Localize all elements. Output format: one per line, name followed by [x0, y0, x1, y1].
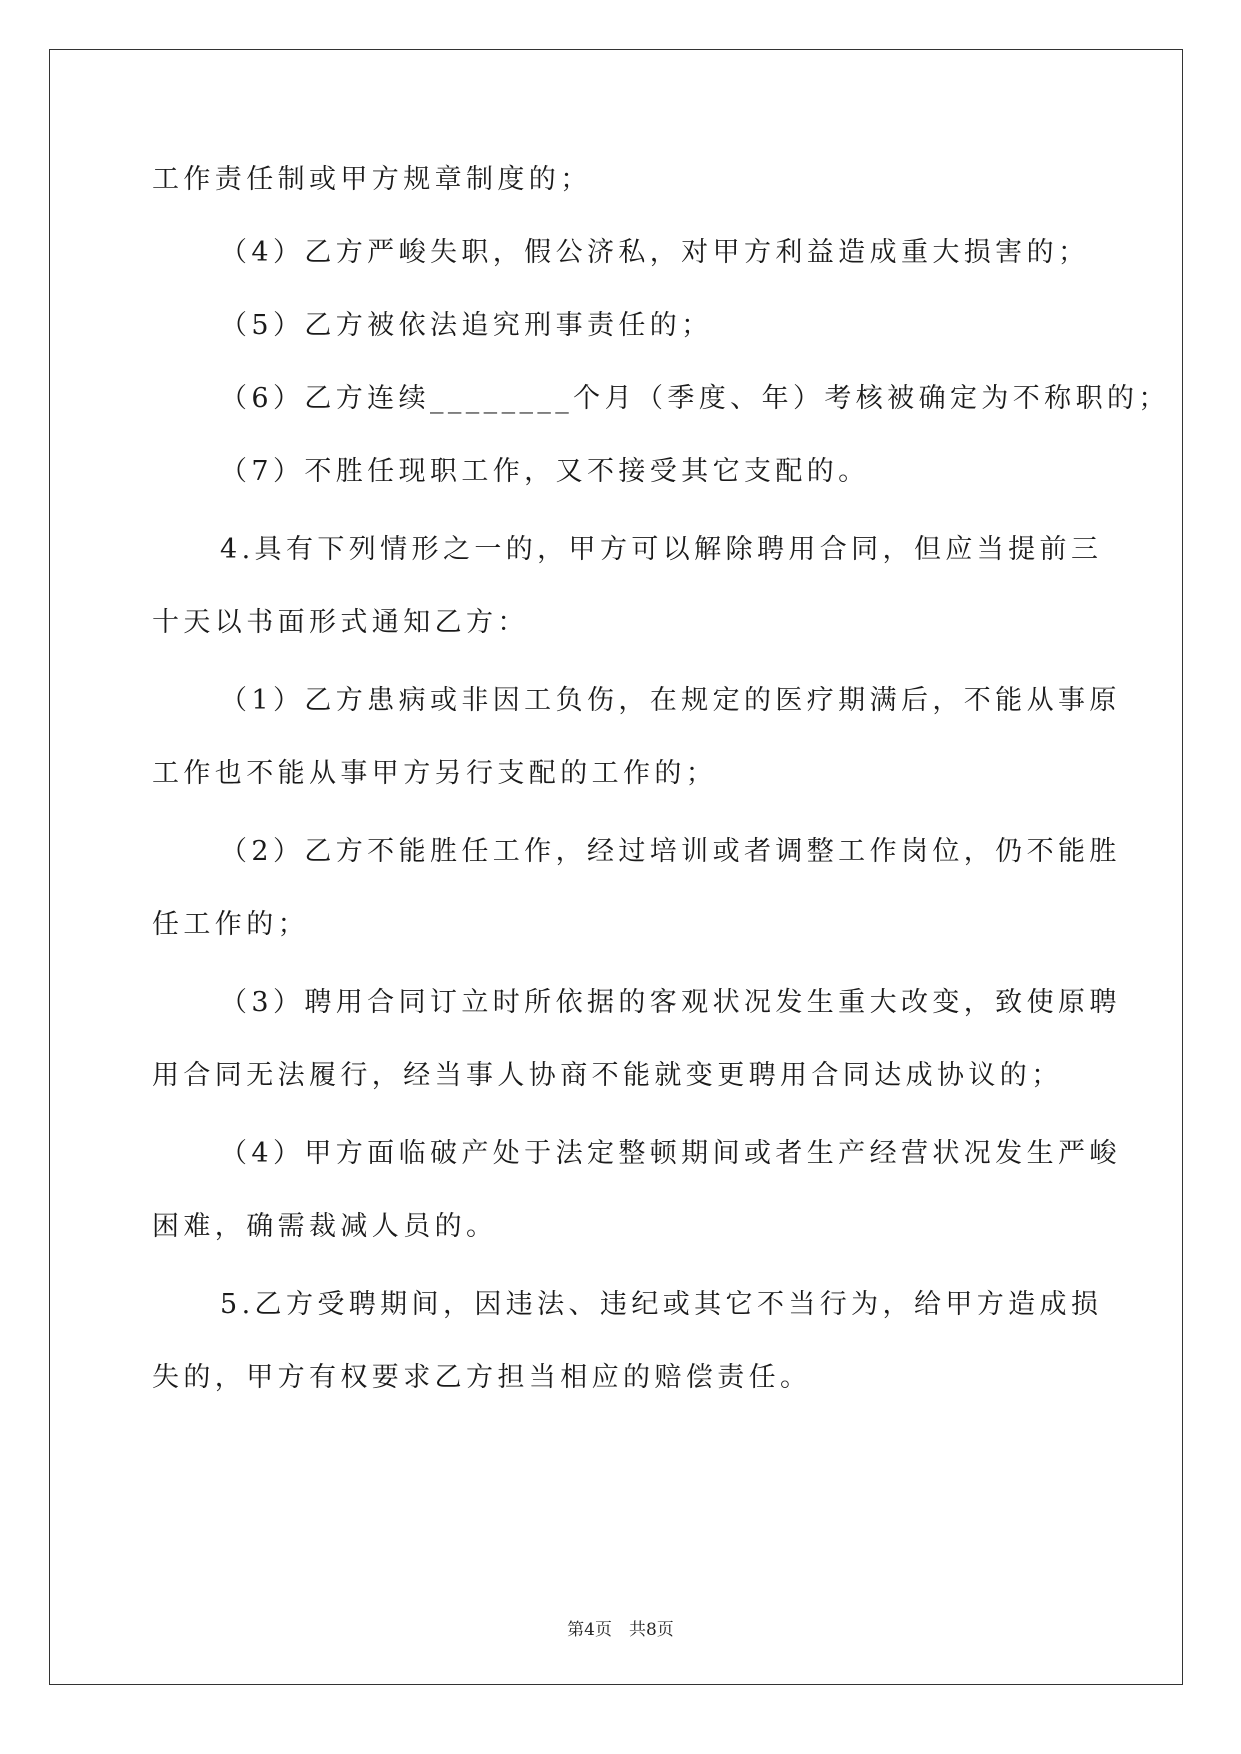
text-line: 工作也不能从事甲方另行支配的工作的； — [152, 758, 718, 789]
text-line: 用合同无法履行，经当事人协商不能就变更聘用合同达成协议的； — [152, 1060, 1063, 1091]
text-line: 困难，确需裁减人员的。 — [152, 1211, 498, 1242]
text-line: （6）乙方连续________个月（季度、年）考核被确定为不称职的； — [220, 383, 1170, 414]
text-line: 4.具有下列情形之一的，甲方可以解除聘用合同，但应当提前三 — [220, 534, 1103, 565]
text-line: （5）乙方被依法追究刑事责任的； — [220, 310, 713, 341]
text-line: （7）不胜任现职工作，又不接受其它支配的。 — [220, 456, 870, 487]
text-line: （4）乙方严峻失职，假公济私，对甲方利益造成重大损害的； — [220, 237, 1090, 268]
text-line: 工作责任制或甲方规章制度的； — [152, 164, 592, 195]
text-line: （1）乙方患病或非因工负伤，在规定的医疗期满后，不能从事原 — [220, 685, 1121, 716]
text-line: 十天以书面形式通知乙方： — [152, 607, 529, 638]
text-line: （3）聘用合同订立时所依据的客观状况发生重大改变，致使原聘 — [220, 987, 1121, 1018]
text-line: 任工作的； — [152, 909, 309, 940]
text-line: 5.乙方受聘期间，因违法、违纪或其它不当行为，给甲方造成损 — [220, 1289, 1103, 1320]
text-line: 失的，甲方有权要求乙方担当相应的赔偿责任。 — [152, 1362, 812, 1393]
text-line: （4）甲方面临破产处于法定整顿期间或者生产经营状况发生严峻 — [220, 1138, 1121, 1169]
text-line: （2）乙方不能胜任工作，经过培训或者调整工作岗位，仍不能胜 — [220, 836, 1121, 867]
page-number-footer: 第4页 共8页 — [567, 1620, 674, 1640]
